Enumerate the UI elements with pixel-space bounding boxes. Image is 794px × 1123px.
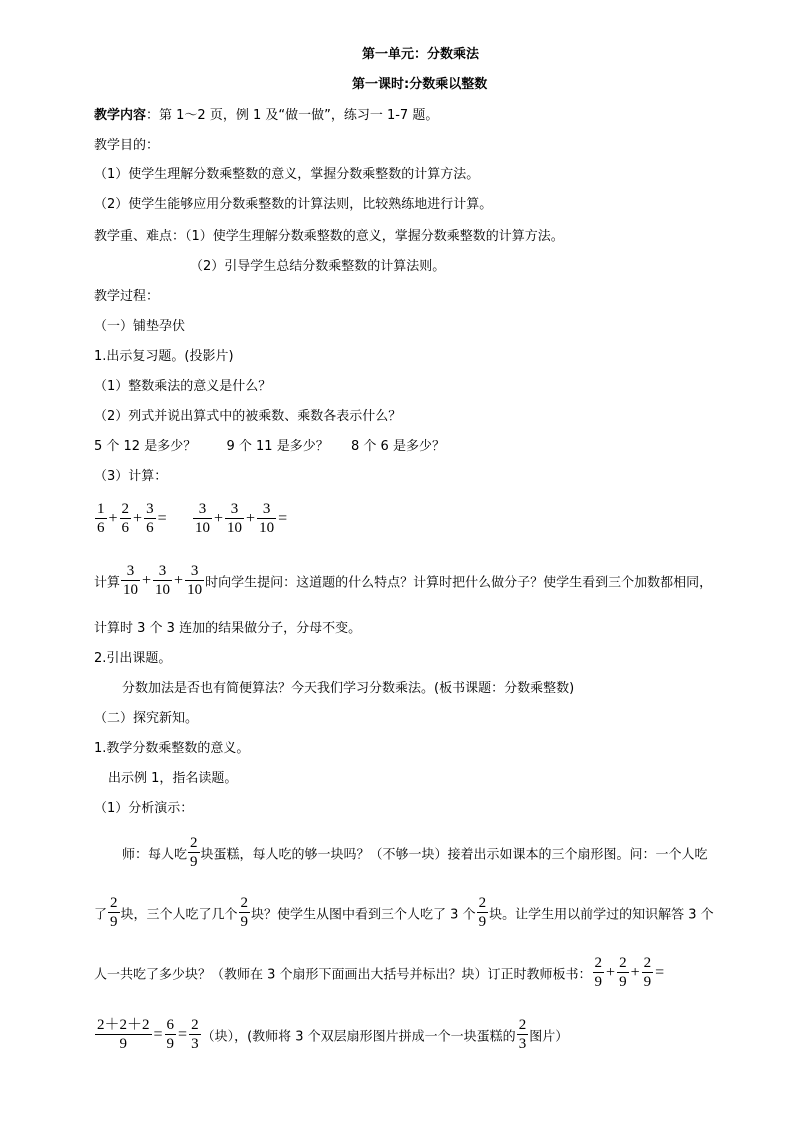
goals-heading: 教学目的： [94, 138, 160, 153]
question-2-examples [94, 438, 445, 456]
fraction: $\frac{3}{10}$ [195, 501, 210, 536]
fraction: $\frac{3}{10}$ [155, 563, 171, 598]
calc-question-continued: 计算时 3 个 3 连加的结果做分子，分母不变。 [94, 621, 362, 636]
process-heading: 教学过程： [94, 289, 160, 304]
key-points-line-2: （2）引导学生总结分数乘整数的计算法则。 [190, 259, 446, 274]
teach-text: 出示例 1，指名读题。 [108, 771, 238, 786]
fraction: $\frac{2}{9}$ [643, 955, 652, 990]
teach-heading: 1.教学分数乘整数的意义。 [94, 741, 250, 756]
goal-item: （2）使学生能够应用分数乘整数的计算法则，比较熟练地进行计算。 [94, 197, 493, 212]
fraction: $\frac{2}{6}$ [121, 501, 130, 536]
key-points-line-1: 教学重、难点：（1）使学生理解分数乘整数的意义，掌握分数乘整数的计算方法。 [94, 229, 564, 244]
section-heading: （一）铺垫孕伏 [94, 319, 186, 334]
example-item: 5 个 12 是多少？ [94, 439, 197, 454]
fraction: $\frac{3}{10}$ [259, 501, 275, 536]
step-heading: 1.出示复习题。(投影片) [94, 349, 234, 364]
calc-expression-1: $\frac{1}{6}$ + $\frac{2}{6}$ + $\frac{3}{6}$ = [97, 501, 167, 536]
fraction: $\frac{2}{9}$ [619, 955, 627, 990]
question-2: （2）列式并说出算式中的被乘数、乘数各表示什么？ [94, 409, 402, 424]
fraction: $\frac{2+2+2}{9}$ [97, 1017, 150, 1052]
analysis-para-2: 了 $\frac{2}{9}$ 块，三个人吃了几个 $\frac{2}{9}$ 块？使学生从图中看到三个人吃了 3 个 $\frac{2}{9}$ 块。让学生用以前学过的知识解答 3 个 [94, 895, 714, 930]
fraction: $\frac{2}{9}$ [478, 895, 487, 930]
goal-item: （1）使学生理解分数乘整数的意义，掌握分数乘整数的计算方法。 [94, 167, 480, 182]
fraction: $\frac{2}{3}$ [191, 1017, 199, 1052]
fraction: $\frac{3}{10}$ [187, 563, 203, 598]
example-item: 8 个 6 是多少？ [351, 439, 445, 454]
analysis-heading: （1）分析演示： [94, 801, 194, 816]
analysis-para-4: $\frac{2+2+2}{9}$ = $\frac{6}{9}$ = $\frac{2}{3}$ （块），(教师将 3 个双层扇形图片拼成一个一块蛋糕的 $\frac{2}{3}$ 图片） [97, 1017, 569, 1052]
teaching-content [94, 107, 438, 125]
example-item: 9 个 11 是多少？ [226, 439, 329, 454]
fraction: $\frac{2}{9}$ [190, 835, 198, 870]
step-2-text: 分数加法是否也有简便算法？今天我们学习分数乘法。(板书课题：分数乘整数) [122, 681, 575, 696]
fraction: $\frac{6}{9}$ [166, 1017, 175, 1052]
fraction: $\frac{2}{9}$ [240, 895, 249, 930]
fraction: $\frac{3}{10}$ [227, 501, 243, 536]
fraction: $\frac{2}{9}$ [110, 895, 118, 930]
content-label: 教学内容 [94, 108, 147, 123]
lesson-title: 第一课时:分数乘以整数 [352, 77, 488, 92]
fraction: $\frac{3}{6}$ [146, 501, 154, 536]
fraction: $\frac{1}{6}$ [97, 501, 105, 536]
analysis-para-1: 师：每人吃 $\frac{2}{9}$ 块蛋糕，每人吃的够一块吗？（不够一块）接着出示如课本的三个扇形图。问：一个人吃 [122, 835, 708, 870]
fraction: $\frac{2}{3}$ [518, 1017, 527, 1052]
unit-title: 第一单元：分数乘法 [362, 47, 480, 62]
section-heading: （二）探究新知。 [94, 711, 199, 726]
question-1: （1）整数乘法的意义是什么？ [94, 379, 272, 394]
analysis-para-3: 人一共吃了多少块？（教师在 3 个扇形下面画出大括号并标出？块）订正时教师板书： $\frac{2}{9}$ + $\frac{2}{9}$ + $\frac{2}{9}$ = [94, 955, 665, 990]
fraction: $\frac{3}{10}$ [123, 563, 139, 598]
content-text: ：第 1～2 页，例 1 及“做一做”，练习一 1-7 题。 [146, 108, 439, 123]
calc-expression-2: $\frac{3}{10}$ + $\frac{3}{10}$ + $\frac{3}{10}$ = [195, 501, 288, 536]
step-heading: 2.引出课题。 [94, 651, 172, 666]
calc-question-line: 计算 $\frac{3}{10}$ + $\frac{3}{10}$ + $\frac{3}{10}$ 时向学生提问：这道题的什么特点？计算时把什么做分子？使学生看到三个加数都相同， [94, 563, 713, 598]
question-3: （3）计算： [94, 469, 168, 484]
fraction: $\frac{2}{9}$ [594, 955, 603, 990]
